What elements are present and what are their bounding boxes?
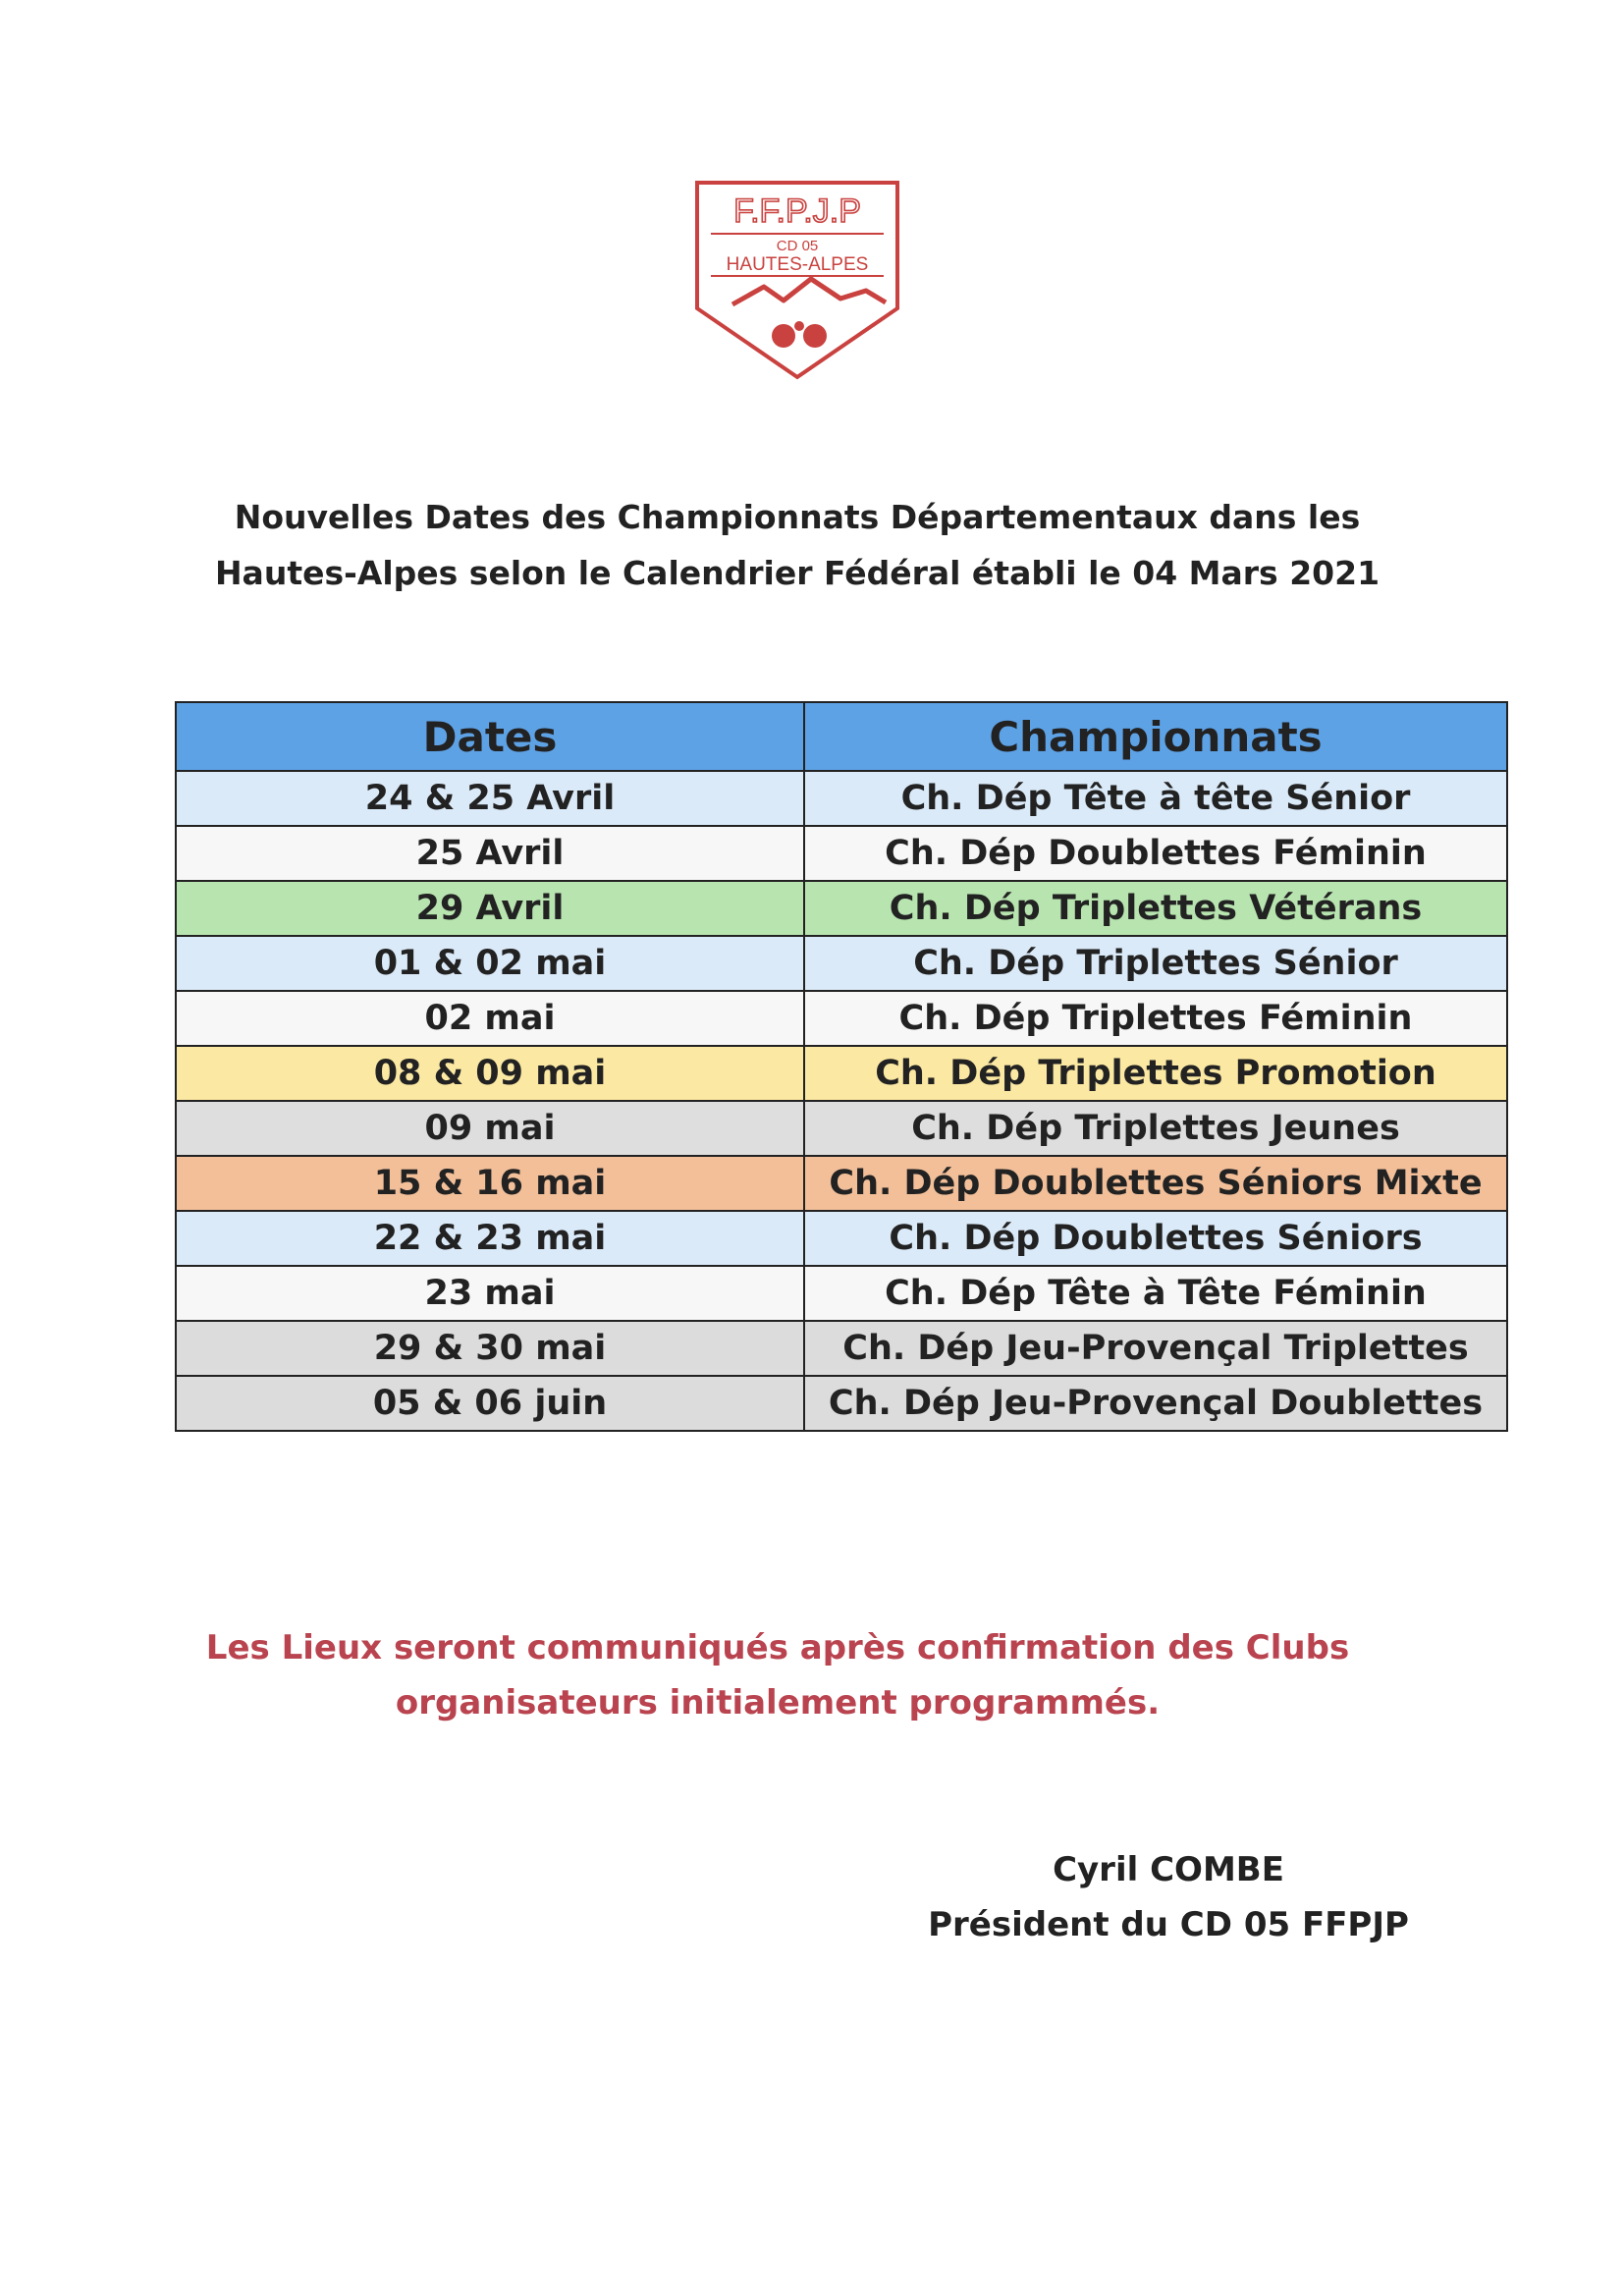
championship-cell: Ch. Dép Tête à tête Sénior (804, 771, 1507, 826)
championship-cell: Ch. Dép Jeu-Provençal Triplettes (804, 1321, 1507, 1376)
championship-calendar-table (175, 701, 1508, 1432)
table-row (176, 1266, 1507, 1321)
championship-cell: Ch. Dép Doublettes Séniors (804, 1211, 1507, 1266)
ffpjp-logo (693, 179, 901, 381)
date-cell: 09 mai (176, 1101, 804, 1156)
table-header-row (176, 702, 1507, 771)
date-cell: 25 Avril (176, 826, 804, 881)
table-row (176, 1101, 1507, 1156)
championship-cell: Ch. Dép Tête à Tête Féminin (804, 1266, 1507, 1321)
date-cell: 15 & 16 mai (176, 1156, 804, 1211)
championship-cell: Ch. Dép Jeu-Provençal Doublettes (804, 1376, 1507, 1431)
date-cell: 05 & 06 juin (176, 1376, 804, 1431)
signature-name: Cyril COMBE (1053, 1850, 1284, 1889)
signature-role: Président du CD 05 FFPJP (928, 1905, 1409, 1944)
championship-cell: Ch. Dép Triplettes Sénior (804, 936, 1507, 991)
cochonnet-icon (794, 321, 804, 331)
signature-block (884, 1842, 1571, 1952)
notice-line-2: organisateurs initialement programmés. (395, 1683, 1161, 1722)
logo-line-1: F.F.P.J.P (733, 192, 861, 230)
notice-line-1: Les Lieux seront communiqués après confirmation des Clubs (205, 1628, 1350, 1667)
table-row (176, 771, 1507, 826)
date-cell: 23 mai (176, 1266, 804, 1321)
logo-line-3: HAUTES-ALPES (726, 254, 869, 275)
title-line-1: Nouvelles Dates des Championnats Départementaux dans les (234, 498, 1361, 536)
table-row (176, 881, 1507, 936)
column-header-dates: Dates (176, 702, 804, 771)
championship-cell: Ch. Dép Triplettes Jeunes (804, 1101, 1507, 1156)
table-row (176, 1321, 1507, 1376)
page-title (0, 489, 1624, 601)
championship-cell: Ch. Dép Triplettes Vétérans (804, 881, 1507, 936)
championship-cell: Ch. Dép Doublettes Séniors Mixte (804, 1156, 1507, 1211)
table-row (176, 1046, 1507, 1101)
table-row (176, 1211, 1507, 1266)
date-cell: 01 & 02 mai (176, 936, 804, 991)
championship-cell: Ch. Dép Triplettes Féminin (804, 991, 1507, 1046)
championship-cell: Ch. Dép Triplettes Promotion (804, 1046, 1507, 1101)
table-row (176, 991, 1507, 1046)
date-cell: 08 & 09 mai (176, 1046, 804, 1101)
date-cell: 02 mai (176, 991, 804, 1046)
table-row (176, 1376, 1507, 1431)
date-cell: 29 & 30 mai (176, 1321, 804, 1376)
shield-emblem-icon (693, 179, 901, 381)
table-row (176, 936, 1507, 991)
logo-line-2: CD 05 (776, 238, 819, 254)
date-cell: 22 & 23 mai (176, 1211, 804, 1266)
date-cell: 24 & 25 Avril (176, 771, 804, 826)
table-row (176, 1156, 1507, 1211)
venue-notice (0, 1620, 1624, 1730)
column-header-championships: Championnats (804, 702, 1507, 771)
boule-icon (772, 324, 795, 348)
championship-cell: Ch. Dép Doublettes Féminin (804, 826, 1507, 881)
date-cell: 29 Avril (176, 881, 804, 936)
title-line-2: Hautes-Alpes selon le Calendrier Fédéral établi le 04 Mars 2021 (214, 554, 1380, 592)
table-row (176, 826, 1507, 881)
boule-icon (803, 324, 827, 348)
